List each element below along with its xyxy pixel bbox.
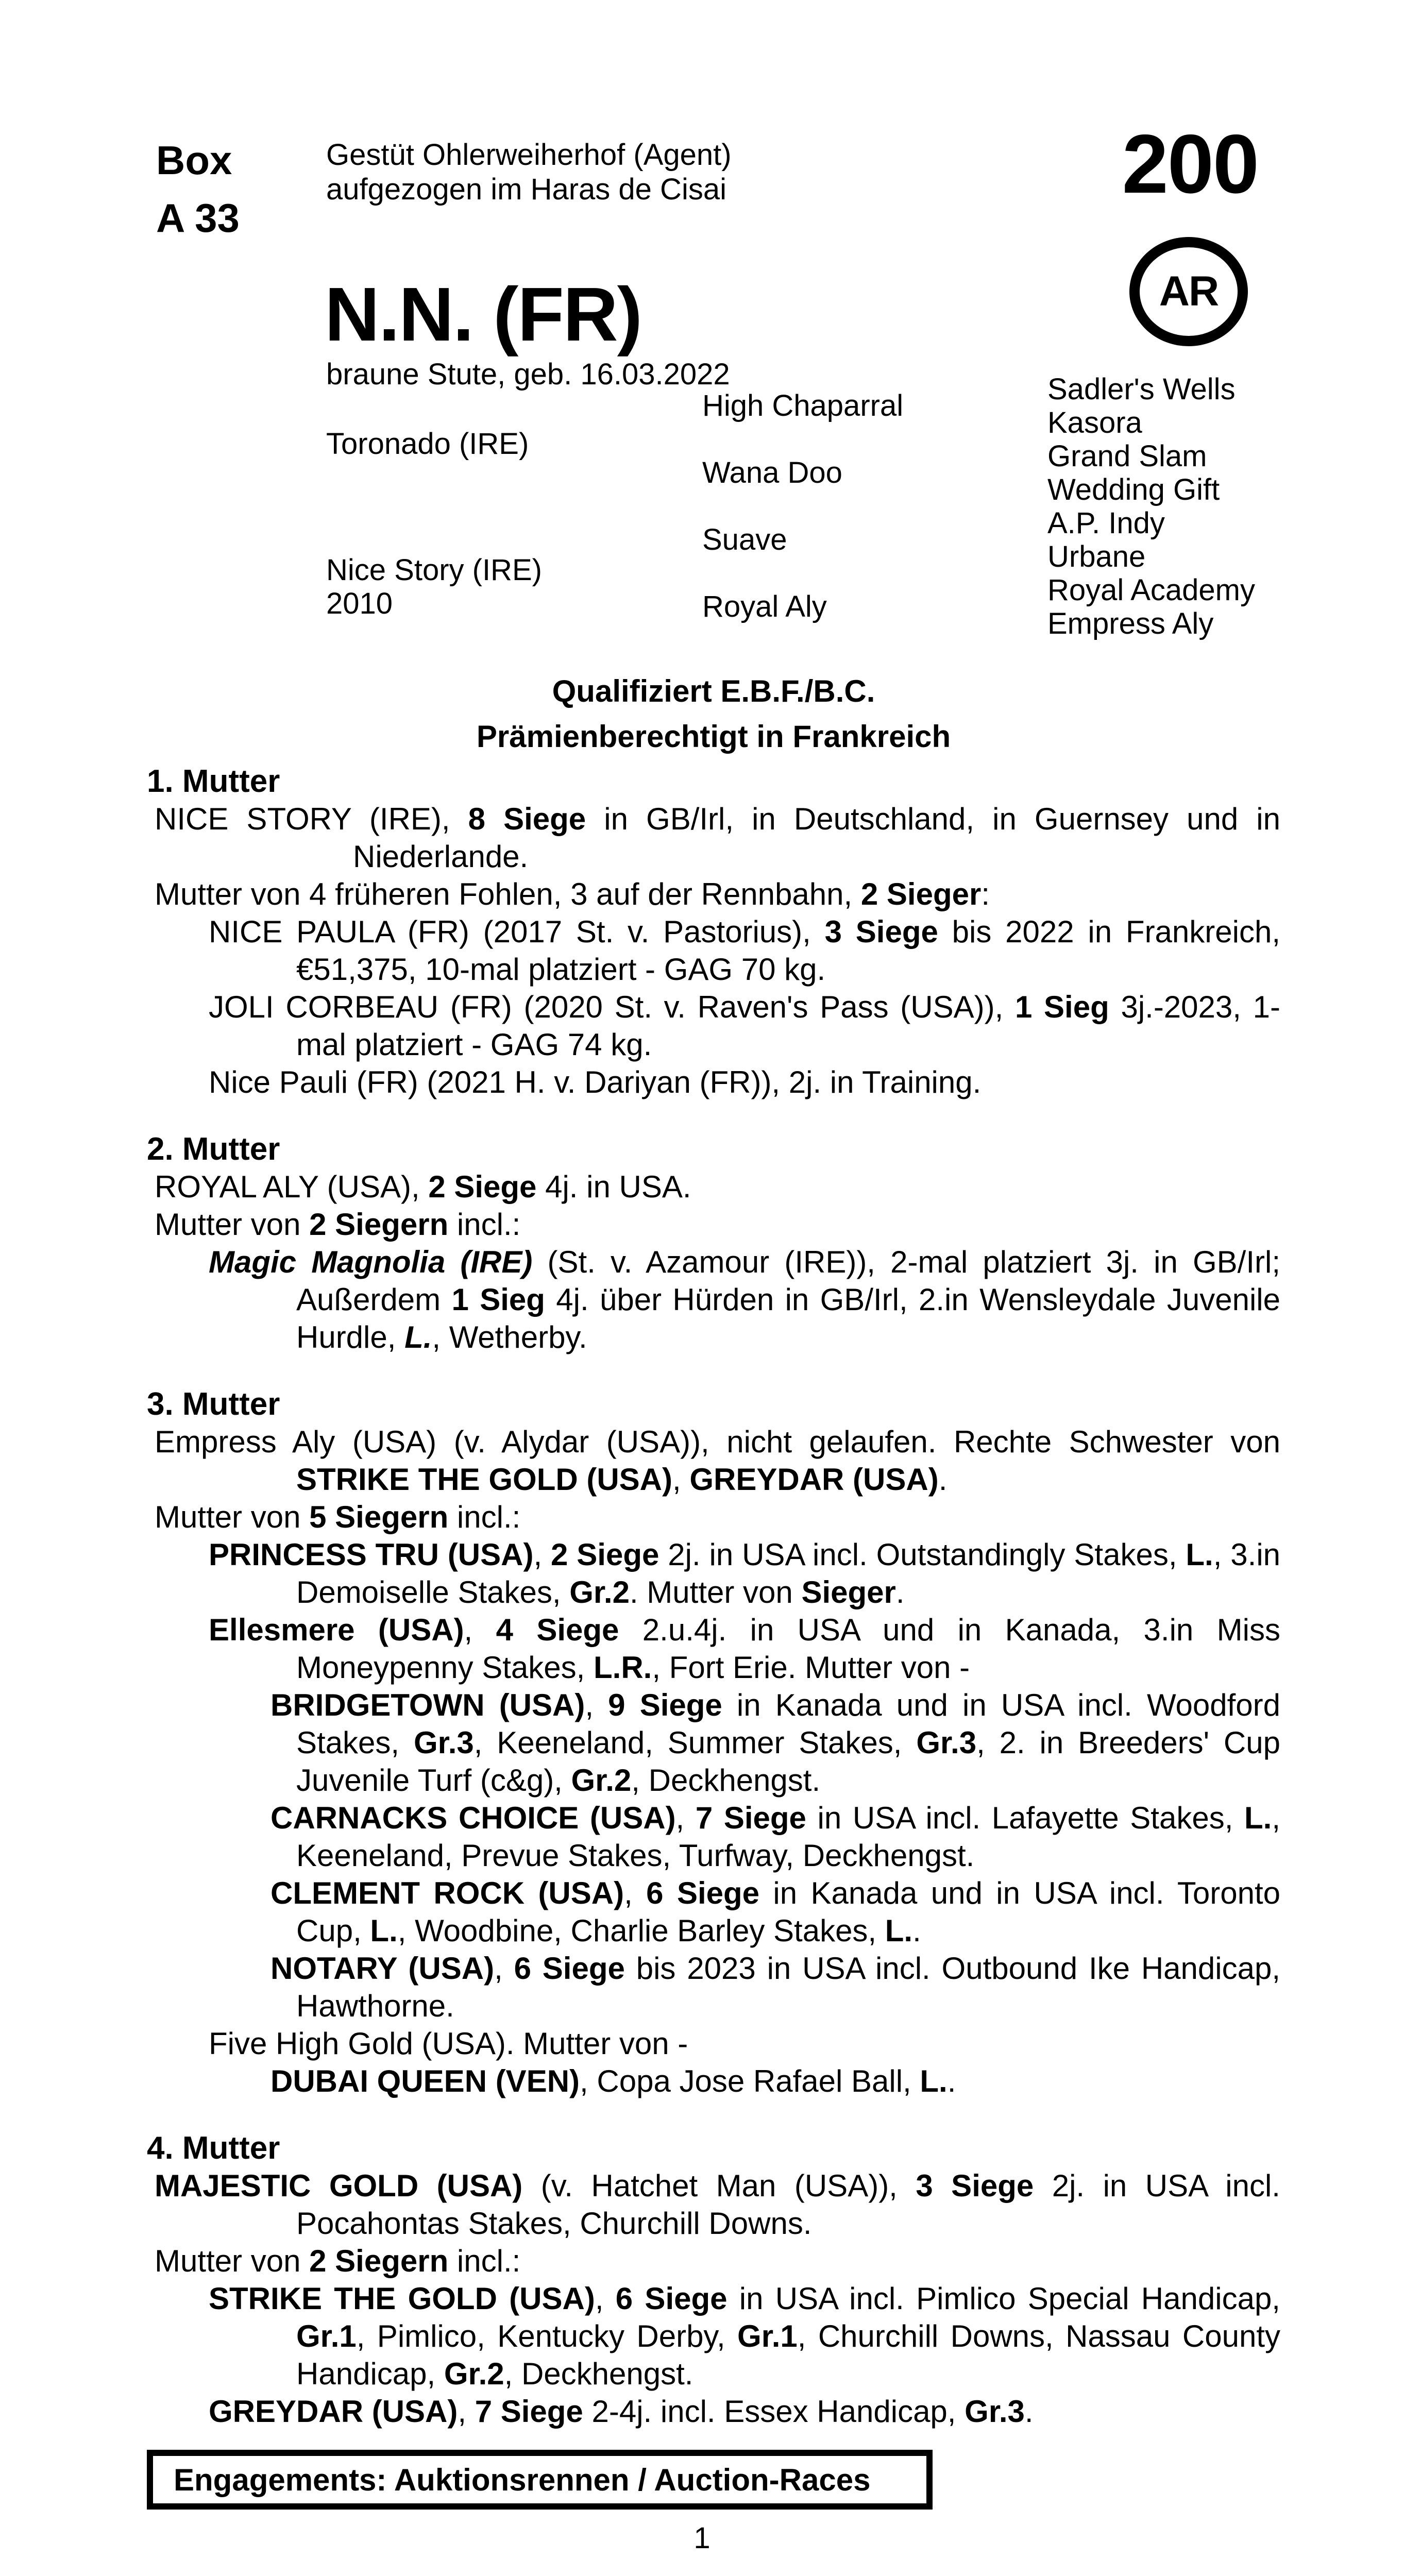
paragraph: ROYAL ALY (USA), 2 Siege 4j. in USA. <box>155 1170 691 1204</box>
consignor-line-2: aufgezogen im Haras de Cisai <box>326 173 726 206</box>
consignor-line-1: Gestüt Ohlerweiherhof (Agent) <box>326 138 732 172</box>
paragraph: Mutter von 2 Siegern incl.: <box>155 1207 521 1242</box>
paragraph: Mutter von 5 Siegern incl.: <box>155 1500 521 1534</box>
pedigree-dam-sire: Suave <box>702 523 787 556</box>
pedigree-gp-4: Wedding Gift <box>1047 473 1220 506</box>
pedigree-gp-8: Empress Aly <box>1047 607 1214 640</box>
paragraph: Empress Aly (USA) (v. Alydar (USA)), nicht gelaufen. Rechte Schwester von STRIKE THE GOLD (USA), GREYDAR (USA). <box>155 1425 1280 1497</box>
paragraph: Magic Magnolia (IRE) (St. v. Azamour (IRE)), 2-mal platziert 3j. in GB/Irl; Außerdem 1 Sieg 4j. über Hürden in GB/Irl, 2.in Wensleydale Juvenile Hurdle, L., Wetherby. <box>209 1245 1281 1354</box>
paragraph: NICE STORY (IRE), 8 Siege in GB/Irl, in Deutschland, in Guernsey und in Niederlande. <box>155 802 1281 874</box>
paragraph: Mutter von 2 Siegern incl.: <box>155 2244 521 2278</box>
pedigree-gp-6: Urbane <box>1047 540 1146 573</box>
paragraph: STRIKE THE GOLD (USA), 6 Siege in USA incl. Pimlico Special Handicap, Gr.1, Pimlico, Kentucky Derby, Gr.1, Churchill Downs, Nassau County Handicap, Gr.2, Deckhengst. <box>209 2281 1280 2391</box>
paragraph: Nice Pauli (FR) (2021 H. v. Dariyan (FR)), 2j. in Training. <box>209 1065 982 1099</box>
dam-sections <box>147 762 1280 2510</box>
section-heading: 2. Mutter <box>147 1131 280 1167</box>
section-3rd-dam <box>147 1385 1280 2100</box>
page-number: 1 <box>693 2521 711 2555</box>
box-label: Box <box>156 138 232 183</box>
pedigree-gp-5: A.P. Indy <box>1047 506 1165 540</box>
ar-badge-label: AR <box>1159 268 1219 315</box>
section-heading: 3. Mutter <box>147 1386 280 1422</box>
paragraph: Mutter von 4 früheren Fohlen, 3 auf der Rennbahn, 2 Sieger: <box>155 877 990 911</box>
lot-number: 200 <box>1122 117 1258 211</box>
pedigree-dam: Nice Story (IRE) <box>326 553 542 587</box>
pedigree-dam-year: 2010 <box>326 587 393 620</box>
box-number: A 33 <box>156 195 240 241</box>
pedigree-gp-2: Kasora <box>1047 406 1142 439</box>
pedigree-gp-7: Royal Academy <box>1047 573 1255 607</box>
section-2nd-dam <box>147 1130 1280 1356</box>
engagements-box <box>147 2450 933 2510</box>
qualification-line-2: Prämienberechtigt in Frankreich <box>476 719 951 754</box>
section-1st-dam <box>147 762 1280 1101</box>
paragraph: MAJESTIC GOLD (USA) (v. Hatchet Man (USA)), 3 Siege 2j. in USA incl. Pocahontas Stakes, Churchill Downs. <box>155 2168 1280 2241</box>
pedigree-sire-sire: High Chaparral <box>702 389 904 422</box>
horse-details: braune Stute, geb. 16.03.2022 <box>326 358 730 391</box>
pedigree-dam-dam: Royal Aly <box>702 590 827 623</box>
engagements-label: Engagements: Auktionsrennen / Auction-Races <box>174 2462 871 2497</box>
pedigree-sire-dam: Wana Doo <box>702 456 842 489</box>
paragraph: CLEMENT ROCK (USA), 6 Siege in Kanada und in USA incl. Toronto Cup, L., Woodbine, Charlie Barley Stakes, L.. <box>270 1876 1281 1948</box>
pedigree-gp-1: Sadler's Wells <box>1047 372 1236 406</box>
paragraph: Five High Gold (USA). Mutter von - <box>209 2026 688 2061</box>
paragraph: JOLI CORBEAU (FR) (2020 St. v. Raven's Pass (USA)), 1 Sieg 3j.-2023, 1-mal platziert - GAG 74 kg. <box>209 990 1280 1062</box>
paragraph: NOTARY (USA), 6 Siege bis 2023 in USA incl. Outbound Ike Handicap, Hawthorne. <box>270 1951 1281 2023</box>
paragraph: DUBAI QUEEN (VEN), Copa Jose Rafael Ball, L.. <box>270 2064 956 2098</box>
ar-badge <box>1129 237 1248 346</box>
paragraph: PRINCESS TRU (USA), 2 Siege 2j. in USA incl. Outstandingly Stakes, L., 3.in Demoiselle Stakes, Gr.2. Mutter von Sieger. <box>209 1537 1281 1609</box>
pedigree-sire: Toronado (IRE) <box>326 427 529 461</box>
paragraph: NICE PAULA (FR) (2017 St. v. Pastorius), 3 Siege bis 2022 in Frankreich, €51,375, 10-mal platziert - GAG 70 kg. <box>209 914 1281 987</box>
section-heading: 4. Mutter <box>147 2130 280 2166</box>
section-4th-dam <box>147 2129 1280 2430</box>
paragraph: Ellesmere (USA), 4 Siege 2.u.4j. in USA und in Kanada, 3.in Miss Moneypenny Stakes, L.R., Fort Erie. Mutter von - <box>209 1613 1280 1685</box>
horse-name: N.N. (FR) <box>325 272 641 357</box>
pedigree-gp-3: Grand Slam <box>1047 439 1207 473</box>
section-heading: 1. Mutter <box>147 764 280 799</box>
paragraph: GREYDAR (USA), 7 Siege 2-4j. incl. Essex Handicap, Gr.3. <box>209 2394 1034 2429</box>
qualification-line-1: Qualifiziert E.B.F./B.C. <box>552 674 875 708</box>
paragraph: BRIDGETOWN (USA), 9 Siege in Kanada und in USA incl. Woodford Stakes, Gr.3, Keeneland, Summer Stakes, Gr.3, 2. in Breeders' Cup Juvenile Turf (c&g), Gr.2, Deckhengst. <box>270 1688 1281 1798</box>
paragraph: CARNACKS CHOICE (USA), 7 Siege in USA incl. Lafayette Stakes, L., Keeneland, Prevue Stakes, Turfway, Deckhengst. <box>270 1801 1280 1873</box>
